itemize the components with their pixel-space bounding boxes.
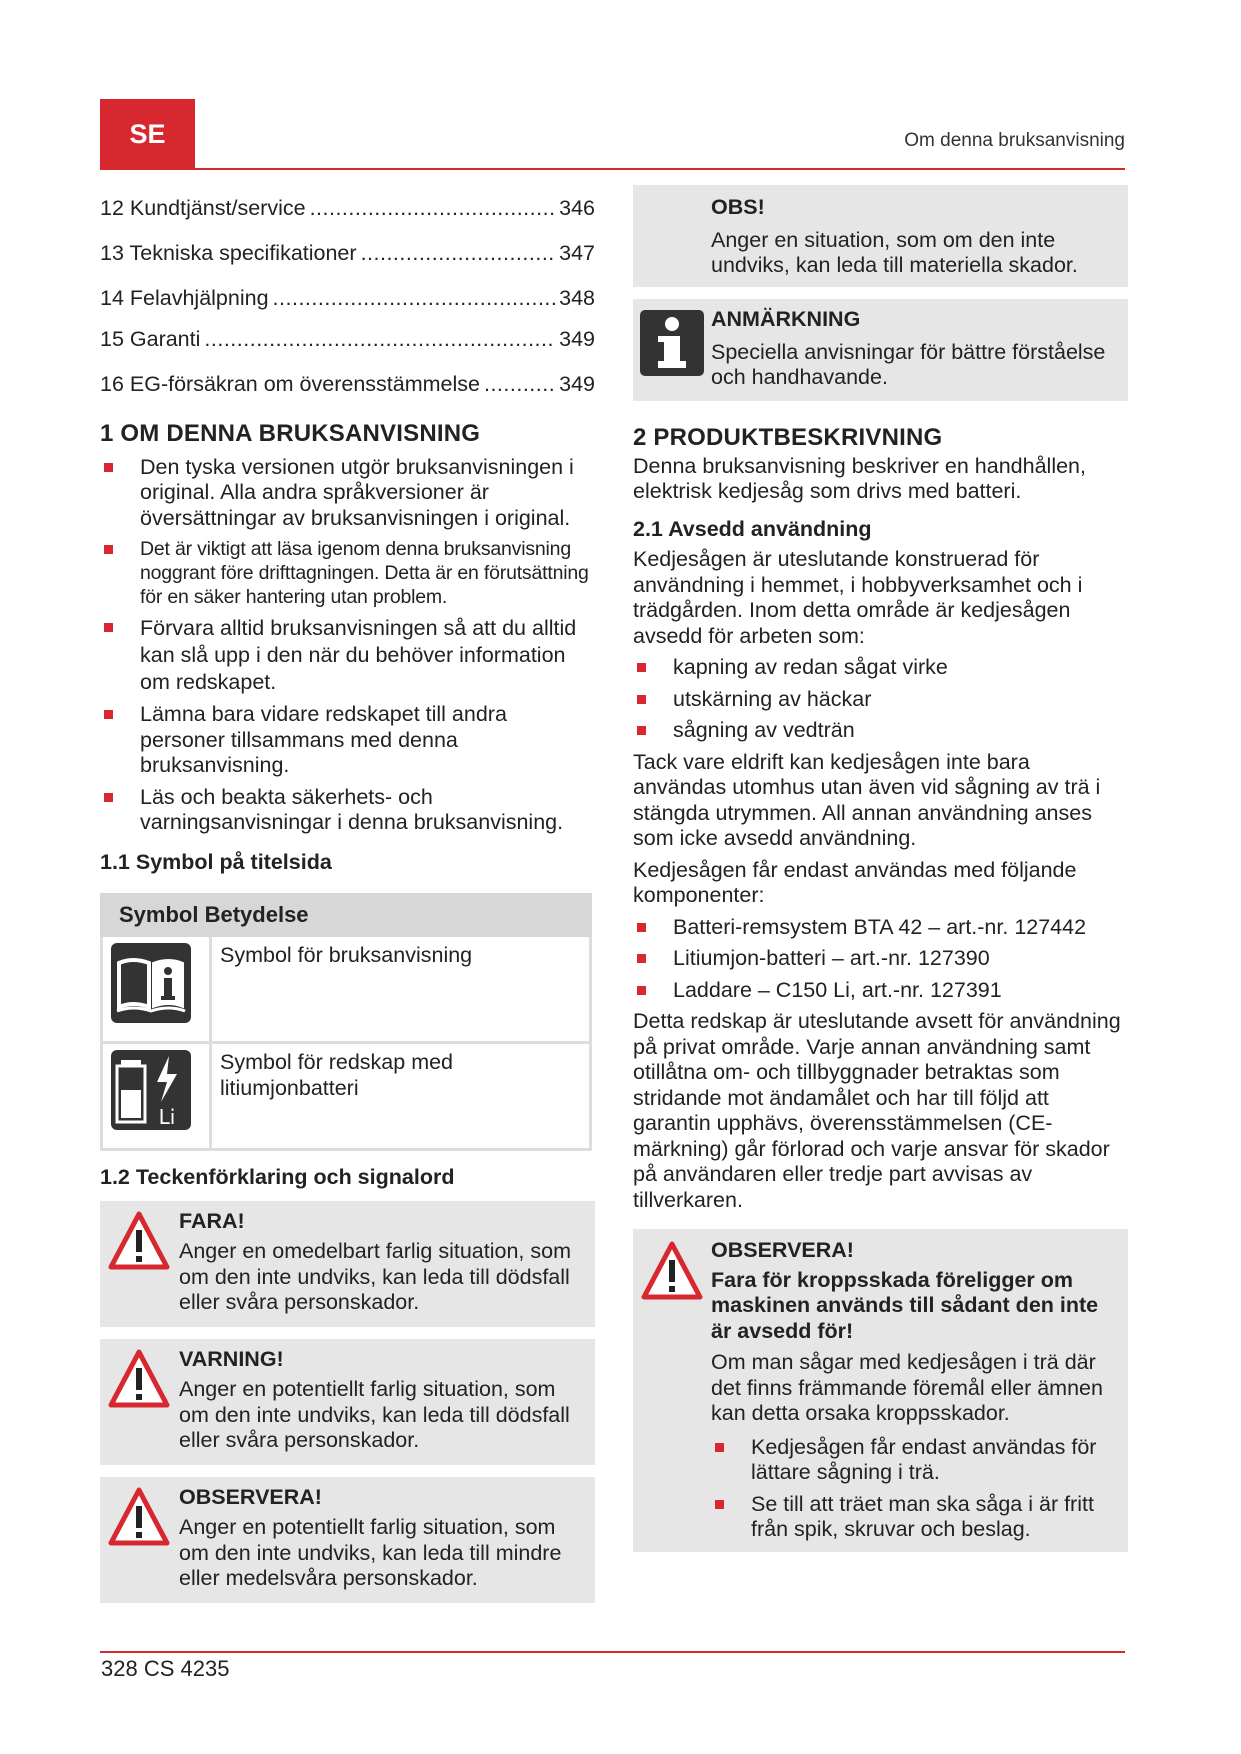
symbol-meaning: Symbol för bruksanvisning xyxy=(211,936,591,1043)
warning-triangle-icon xyxy=(108,1211,170,1271)
warning-triangle-icon xyxy=(108,1487,170,1547)
manual-icon xyxy=(111,943,191,1023)
notice-title: OBSERVERA! xyxy=(711,1238,854,1262)
toc-item[interactable]: 12 Kundtjänst/service ..... 346 xyxy=(100,190,595,235)
toc-item[interactable]: 14 Felavhjälpning ..... 348 xyxy=(100,280,595,321)
symbol-meaning: Symbol för redskap med litiumjonbatteri xyxy=(211,1043,591,1150)
section-2-1-heading: 2.1 Avsedd användning xyxy=(633,516,872,541)
list-item: Se till att träet man ska såga i är fritt från spik, skruvar och beslag. xyxy=(711,1492,1118,1543)
notice-text: Anger en situation, som om den inte undviks, kan leda till materiella skador. xyxy=(711,227,1078,277)
right-column xyxy=(633,185,1128,1552)
danger-notice xyxy=(100,1201,595,1327)
symbol-table-header: Symbol Betydelse xyxy=(102,895,591,936)
paragraph: Denna bruksanvisning beskriver en handhållen, elektrisk kedjesåg som drivs med batteri. xyxy=(633,453,1086,503)
caution-notice-2 xyxy=(633,1229,1128,1552)
li-label: Li xyxy=(158,1105,176,1129)
toc-item[interactable]: 13 Tekniska specifikationer ..... 347 xyxy=(100,235,595,280)
toc-item[interactable]: 16 EG-försäkran om överensstämmelse ..... 349 xyxy=(100,366,595,411)
section-1-2-heading: 1.2 Teckenförklaring och signalord xyxy=(100,1165,455,1189)
list-item: Läs och beakta säkerhets- och varningsanvisningar i denna bruksanvisning. xyxy=(100,785,595,836)
notice-text: Anger en omedelbart farlig situation, som om den inte undviks, kan leda till dödsfall eller svåra personskador. xyxy=(179,1239,571,1314)
list-item: Den tyska versionen utgör bruksanvisningen i original. Alla andra språkversioner är översättningar av bruksanvisningen i original. xyxy=(100,455,595,532)
table-of-contents xyxy=(100,190,595,411)
notice-title: OBS! xyxy=(711,195,765,219)
warning-triangle-icon xyxy=(641,1241,703,1301)
language-tab: SE xyxy=(100,99,195,169)
page-header-title: Om denna bruksanvisning xyxy=(904,130,1125,151)
warning-notice xyxy=(100,1339,595,1465)
table-row xyxy=(102,936,591,1043)
list-item: utskärning av häckar xyxy=(633,687,1128,713)
section-1-bullets xyxy=(100,455,595,836)
list-item: Förvara alltid bruksanvisningen så att du alltid kan slå upp i den när du behöver information om redskapet. xyxy=(100,615,595,696)
list-item: Lämna bara vidare redskapet till andra personer tillsammans med denna bruksanvisning. xyxy=(100,702,595,779)
component-bullets xyxy=(633,915,1128,1004)
list-item: kapning av redan sågat virke xyxy=(633,655,1128,681)
notice-text: Anger en potentiellt farlig situation, som om den inte undviks, kan leda till dödsfall eller svåra personskador. xyxy=(179,1377,570,1452)
list-item: Det är viktigt att läsa igenom denna bruksanvisning noggrant före drifttagningen. Detta är en förutsättning för en säker hantering utan problem. xyxy=(100,537,595,609)
notice-title: ANMÄRKNING xyxy=(711,307,861,331)
paragraph: Kedjesågen får endast användas med följande komponenter: xyxy=(633,857,1077,907)
notice-title: OBSERVERA! xyxy=(179,1484,322,1509)
notice-text: Anger en potentiellt farlig situation, som om den inte undviks, kan leda till mindre eller medelsvåra personskador. xyxy=(179,1515,562,1590)
caution-bullets xyxy=(711,1435,1118,1543)
warning-triangle-icon xyxy=(108,1349,170,1409)
info-icon xyxy=(640,310,704,376)
notice-text: Om man sågar med kedjesågen i trä där det finns främmande föremål eller ämnen kan detta orsaka kroppsskador. xyxy=(711,1350,1103,1425)
section-2-heading: 2 PRODUKTBESKRIVNING xyxy=(633,424,943,451)
list-item: sågning av vedträn xyxy=(633,718,1128,744)
symbol-table xyxy=(100,893,592,1151)
list-item: Kedjesågen får endast användas för lättare sågning i trä. xyxy=(711,1435,1118,1486)
paragraph: Kedjesågen är uteslutande konstruerad för användning i hemmet, i hobbyverksamhet och i trädgården. Inom detta område är kedjesågen avsedd för arbeten som: xyxy=(633,547,1083,648)
page-number: 328 CS 4235 xyxy=(101,1656,230,1681)
left-column xyxy=(100,190,595,1603)
obs-notice xyxy=(633,185,1128,287)
paragraph: Detta redskap är uteslutande avsett för användning på privat område. Varje annan användning samt otillåtna om- och tillbyggnader betraktas som stridande mot ändamålet och har till följd att garantin upphävs, överensstämmelsen (CE-märkning) går förlorad och varje ansvar för skador på användaren eller tredje part avvisas av tillverkaren. xyxy=(633,1009,1121,1212)
list-item: Litiumjon-batteri – art.-nr. 127390 xyxy=(633,946,1128,972)
notice-title: VARNING! xyxy=(179,1346,284,1371)
header-divider xyxy=(100,168,1125,170)
toc-item[interactable]: 15 Garanti ..... 349 xyxy=(100,321,595,366)
use-bullets xyxy=(633,655,1128,744)
paragraph: Tack vare eldrift kan kedjesågen inte bara användas utomhus utan även vid sågning av trä i stängda utrymmen. All annan användning anses som icke avsedd användning. xyxy=(633,749,1101,850)
section-1-1-heading: 1.1 Symbol på titelsida xyxy=(100,849,332,874)
note-notice xyxy=(633,299,1128,401)
footer-divider xyxy=(100,1651,1125,1653)
caution-notice xyxy=(100,1477,595,1603)
notice-text: Speciella anvisningar för bättre förståelse och handhavande. xyxy=(711,339,1106,389)
notice-bold-text: Fara för kroppsskada föreligger om maskinen används till sådant den inte är avsedd för! xyxy=(711,1267,1099,1343)
list-item: Batteri-remsystem BTA 42 – art.-nr. 127442 xyxy=(633,915,1128,941)
section-1-heading: 1 OM DENNA BRUKSANVISNING xyxy=(100,420,481,447)
li-battery-icon xyxy=(111,1050,191,1130)
list-item: Laddare – C150 Li, art.-nr. 127391 xyxy=(633,978,1128,1004)
notice-title: FARA! xyxy=(179,1208,245,1233)
table-row xyxy=(102,1043,591,1150)
